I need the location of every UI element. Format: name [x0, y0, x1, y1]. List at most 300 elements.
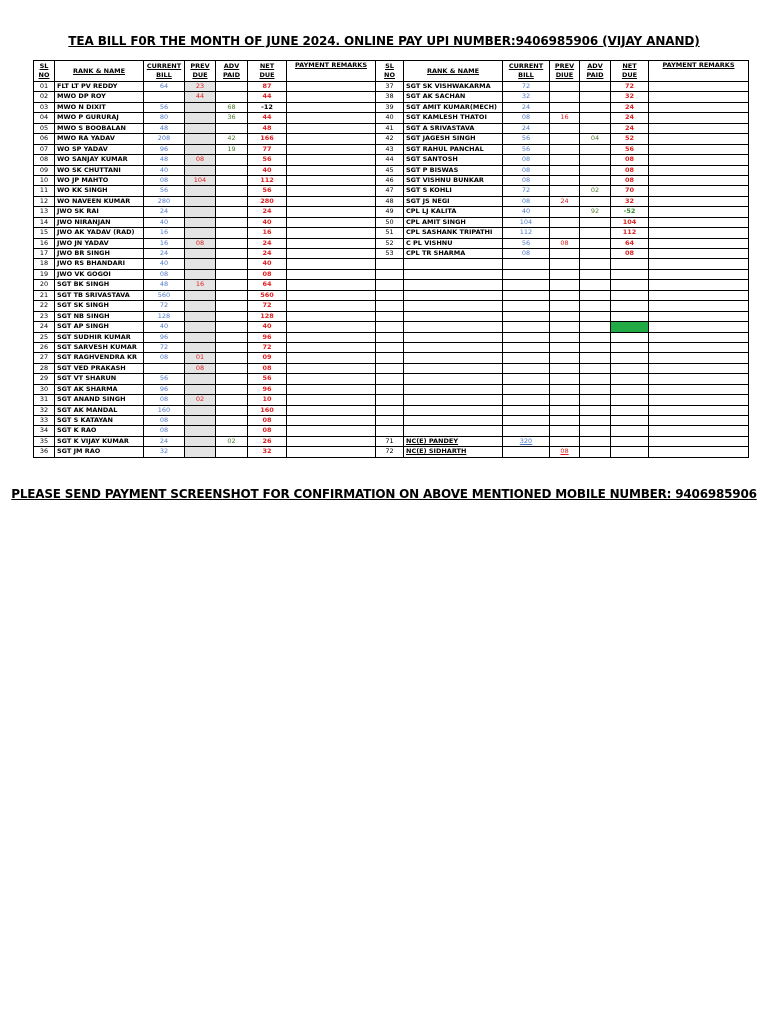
- name-cell: JWO NIRANJAN: [55, 217, 144, 227]
- sl-cell: 10: [34, 175, 55, 185]
- sl-cell: [376, 280, 404, 290]
- net-due-cell: 160: [248, 405, 287, 415]
- net-due-cell: [611, 332, 649, 342]
- sl-cell: 38: [376, 92, 404, 102]
- current-bill-cell: 560: [144, 290, 185, 300]
- payment-remarks-cell: [649, 165, 749, 175]
- sl-cell: [376, 322, 404, 332]
- payment-remarks-cell: [287, 353, 376, 363]
- sl-cell: 26: [34, 342, 55, 352]
- current-bill-cell: 48: [144, 280, 185, 290]
- adv-paid-cell: [216, 82, 248, 92]
- current-bill-cell: 48: [144, 123, 185, 133]
- payment-remarks-cell: [287, 113, 376, 123]
- sl-cell: 17: [34, 249, 55, 259]
- adv-paid-cell: [580, 144, 611, 154]
- current-bill-cell: [503, 405, 550, 415]
- payment-remarks-cell: [649, 416, 749, 426]
- table-row: [34, 217, 749, 227]
- net-due-cell: 08: [611, 165, 649, 175]
- payment-remarks-cell: [287, 249, 376, 259]
- current-bill-cell: 104: [503, 217, 550, 227]
- current-bill-cell: 56: [144, 102, 185, 112]
- current-bill-cell: 32: [503, 92, 550, 102]
- current-bill-cell: 72: [144, 301, 185, 311]
- sl-cell: 39: [376, 102, 404, 112]
- adv-paid-cell: [580, 92, 611, 102]
- net-due-cell: [611, 395, 649, 405]
- adv-paid-cell: [216, 217, 248, 227]
- payment-remarks-cell: [649, 92, 749, 102]
- sl-cell: 43: [376, 144, 404, 154]
- net-due-cell: [611, 374, 649, 384]
- current-bill-cell: [144, 92, 185, 102]
- adv-paid-cell: [580, 301, 611, 311]
- name-cell: SGT SARVESH KUMAR: [55, 342, 144, 352]
- adv-paid-cell: [580, 290, 611, 300]
- name-cell: SGT SUDHIR KUMAR: [55, 332, 144, 342]
- payment-remarks-cell: [649, 269, 749, 279]
- current-bill-cell: 56: [503, 134, 550, 144]
- payment-remarks-cell: [287, 175, 376, 185]
- payment-remarks-cell: [649, 447, 749, 457]
- prev-due-cell: [550, 175, 580, 185]
- sl-cell: 25: [34, 332, 55, 342]
- adv-paid-cell: [580, 426, 611, 436]
- net-due-cell: [611, 363, 649, 373]
- net-due-cell: [611, 290, 649, 300]
- net-due-cell: 40: [248, 322, 287, 332]
- adv-paid-cell: [216, 186, 248, 196]
- adv-paid-cell: 68: [216, 102, 248, 112]
- net-due-cell: 560: [248, 290, 287, 300]
- sl-cell: [376, 342, 404, 352]
- payment-notice: PLEASE SEND PAYMENT SCREENSHOT FOR CONFIRMATION ON ABOVE MENTIONED MOBILE NUMBER: 9406985906: [11, 487, 757, 501]
- sl-cell: 12: [34, 196, 55, 206]
- name-cell: CPL TR SHARMA: [404, 249, 503, 259]
- payment-remarks-cell: [287, 332, 376, 342]
- adv-paid-cell: [580, 447, 611, 457]
- prev-due-cell: [550, 228, 580, 238]
- name-cell: SGT A SRIVASTAVA: [404, 123, 503, 133]
- name-cell: [404, 395, 503, 405]
- prev-due-cell: [550, 332, 580, 342]
- adv-paid-cell: [580, 249, 611, 259]
- sl-cell: 27: [34, 353, 55, 363]
- name-cell: C PL VISHNU: [404, 238, 503, 248]
- net-due-cell: [611, 311, 649, 321]
- sl-cell: [376, 301, 404, 311]
- current-bill-cell: 56: [503, 238, 550, 248]
- sl-cell: 21: [34, 290, 55, 300]
- payment-remarks-cell: [649, 155, 749, 165]
- sl-cell: 52: [376, 238, 404, 248]
- table-row: [34, 144, 749, 154]
- table-row: [34, 311, 749, 321]
- current-bill-cell: 08: [144, 416, 185, 426]
- prev-due-cell: 104: [185, 175, 216, 185]
- net-due-cell: 44: [248, 113, 287, 123]
- header-sl-right: SL NO: [376, 61, 404, 82]
- payment-remarks-cell: [287, 416, 376, 426]
- net-due-cell: 40: [248, 165, 287, 175]
- prev-due-cell: [185, 405, 216, 415]
- header-name: RANK & NAME: [55, 61, 144, 82]
- sl-cell: 04: [34, 113, 55, 123]
- name-cell: [404, 290, 503, 300]
- adv-paid-cell: [216, 301, 248, 311]
- current-bill-cell: 56: [503, 144, 550, 154]
- current-bill-cell: 56: [144, 186, 185, 196]
- current-bill-cell: [503, 416, 550, 426]
- payment-remarks-cell: [649, 374, 749, 384]
- adv-paid-cell: 19: [216, 144, 248, 154]
- adv-paid-cell: [580, 322, 611, 332]
- payment-remarks-cell: [649, 82, 749, 92]
- current-bill-cell: [503, 332, 550, 342]
- prev-due-cell: 16: [185, 280, 216, 290]
- header-prev-due: PREV DUE: [185, 61, 216, 82]
- current-bill-cell: 08: [503, 196, 550, 206]
- prev-due-cell: [550, 134, 580, 144]
- payment-remarks-cell: [287, 342, 376, 352]
- payment-remarks-cell: [287, 238, 376, 248]
- table-row: [34, 332, 749, 342]
- adv-paid-cell: [580, 332, 611, 342]
- name-cell: SGT K RAO: [55, 426, 144, 436]
- prev-due-cell: [185, 102, 216, 112]
- net-due-cell: 87: [248, 82, 287, 92]
- name-cell: JWO JN YADAV: [55, 238, 144, 248]
- current-bill-cell: [503, 395, 550, 405]
- page-title: TEA BILL F0R THE MONTH OF JUNE 2024. ONLINE PAY UPI NUMBER:9406985906 (VIJAY ANAND): [68, 34, 700, 48]
- adv-paid-cell: [580, 165, 611, 175]
- adv-paid-cell: [580, 228, 611, 238]
- prev-due-cell: 16: [550, 113, 580, 123]
- current-bill-cell: [503, 301, 550, 311]
- sl-cell: 24: [34, 322, 55, 332]
- payment-remarks-cell: [287, 259, 376, 269]
- prev-due-cell: 02: [185, 395, 216, 405]
- current-bill-cell: [503, 374, 550, 384]
- current-bill-cell: 112: [503, 228, 550, 238]
- current-bill-cell: 16: [144, 228, 185, 238]
- current-bill-cell: 24: [503, 102, 550, 112]
- adv-paid-cell: [216, 353, 248, 363]
- net-due-cell: 40: [248, 259, 287, 269]
- current-bill-cell: 160: [144, 405, 185, 415]
- payment-remarks-cell: [287, 228, 376, 238]
- table-row: [34, 447, 749, 457]
- adv-paid-cell: [216, 332, 248, 342]
- adv-paid-cell: [580, 436, 611, 446]
- name-cell: SGT K VIJAY KUMAR: [55, 436, 144, 446]
- prev-due-cell: [550, 322, 580, 332]
- payment-remarks-cell: [287, 165, 376, 175]
- sl-cell: [376, 416, 404, 426]
- adv-paid-cell: [580, 280, 611, 290]
- name-cell: WO SP YADAV: [55, 144, 144, 154]
- table-row: [34, 259, 749, 269]
- name-cell: WO SANJAY KUMAR: [55, 155, 144, 165]
- sl-cell: [376, 384, 404, 394]
- adv-paid-cell: [580, 102, 611, 112]
- payment-remarks-cell: [649, 301, 749, 311]
- sl-cell: 53: [376, 249, 404, 259]
- sl-cell: [376, 405, 404, 415]
- name-cell: [404, 363, 503, 373]
- prev-due-cell: [185, 384, 216, 394]
- current-bill-cell: 96: [144, 332, 185, 342]
- prev-due-cell: [185, 123, 216, 133]
- name-cell: SGT KAMLESH THATOI: [404, 113, 503, 123]
- sl-cell: 47: [376, 186, 404, 196]
- name-cell: SGT AP SINGH: [55, 322, 144, 332]
- current-bill-cell: 32: [144, 447, 185, 457]
- payment-remarks-cell: [649, 102, 749, 112]
- adv-paid-cell: [216, 311, 248, 321]
- net-due-cell: 56: [248, 186, 287, 196]
- payment-remarks-cell: [649, 353, 749, 363]
- current-bill-cell: 08: [144, 175, 185, 185]
- current-bill-cell: 72: [503, 186, 550, 196]
- net-due-cell: 24: [248, 207, 287, 217]
- net-due-cell: 96: [248, 384, 287, 394]
- adv-paid-cell: [216, 374, 248, 384]
- net-due-cell: -12: [248, 102, 287, 112]
- payment-remarks-cell: [287, 269, 376, 279]
- sl-cell: 49: [376, 207, 404, 217]
- current-bill-cell: [503, 363, 550, 373]
- prev-due-cell: [185, 426, 216, 436]
- sl-cell: 40: [376, 113, 404, 123]
- sl-cell: [376, 290, 404, 300]
- net-due-cell: 77: [248, 144, 287, 154]
- payment-remarks-cell: [649, 123, 749, 133]
- name-cell: SGT VED PRAKASH: [55, 363, 144, 373]
- sl-cell: [376, 269, 404, 279]
- sl-cell: [376, 311, 404, 321]
- adv-paid-cell: [580, 353, 611, 363]
- current-bill-cell: 40: [144, 259, 185, 269]
- sl-cell: 37: [376, 82, 404, 92]
- table-row: [34, 269, 749, 279]
- payment-remarks-cell: [287, 196, 376, 206]
- adv-paid-cell: [580, 217, 611, 227]
- name-cell: WO SK CHUTTANI: [55, 165, 144, 175]
- adv-paid-cell: [216, 123, 248, 133]
- payment-remarks-cell: [649, 249, 749, 259]
- sl-cell: 07: [34, 144, 55, 154]
- net-due-cell: 24: [611, 102, 649, 112]
- name-cell: SGT ANAND SINGH: [55, 395, 144, 405]
- net-due-cell: 56: [248, 155, 287, 165]
- sl-cell: 20: [34, 280, 55, 290]
- net-due-cell: 72: [248, 342, 287, 352]
- sl-cell: [376, 395, 404, 405]
- sl-cell: 32: [34, 405, 55, 415]
- payment-remarks-cell: [649, 228, 749, 238]
- name-cell: WO KK SINGH: [55, 186, 144, 196]
- net-due-cell: 112: [248, 175, 287, 185]
- header-name-right: RANK & NAME: [404, 61, 503, 82]
- net-due-cell: 24: [611, 113, 649, 123]
- adv-paid-cell: [580, 82, 611, 92]
- prev-due-cell: [550, 405, 580, 415]
- prev-due-cell: 44: [185, 92, 216, 102]
- header-current-bill: CURRENT BILL: [144, 61, 185, 82]
- name-cell: SGT P BISWAS: [404, 165, 503, 175]
- prev-due-cell: [185, 436, 216, 446]
- sl-cell: 72: [376, 447, 404, 457]
- payment-remarks-cell: [287, 186, 376, 196]
- payment-remarks-cell: [649, 384, 749, 394]
- payment-remarks-cell: [649, 238, 749, 248]
- name-cell: MWO DP ROY: [55, 92, 144, 102]
- sl-cell: 18: [34, 259, 55, 269]
- prev-due-cell: [550, 280, 580, 290]
- payment-remarks-cell: [287, 405, 376, 415]
- adv-paid-cell: [580, 342, 611, 352]
- name-cell: [404, 426, 503, 436]
- net-due-cell: 08: [248, 416, 287, 426]
- name-cell: SGT AMIT KUMAR(MECH): [404, 102, 503, 112]
- name-cell: WO JP MAHTO: [55, 175, 144, 185]
- adv-paid-cell: [216, 259, 248, 269]
- net-due-cell: [611, 436, 649, 446]
- sl-cell: 03: [34, 102, 55, 112]
- sl-cell: 71: [376, 436, 404, 446]
- current-bill-cell: 208: [144, 134, 185, 144]
- payment-remarks-cell: [649, 363, 749, 373]
- header-payment-remarks-right: PAYMENT REMARKS: [649, 61, 749, 82]
- payment-remarks-cell: [649, 207, 749, 217]
- prev-due-cell: [550, 436, 580, 446]
- header-sl: SL NO: [34, 61, 55, 82]
- payment-remarks-cell: [649, 113, 749, 123]
- current-bill-cell: 64: [144, 82, 185, 92]
- net-due-cell: [611, 447, 649, 457]
- payment-remarks-cell: [649, 217, 749, 227]
- sl-cell: 08: [34, 155, 55, 165]
- adv-paid-cell: [216, 196, 248, 206]
- sl-cell: 42: [376, 134, 404, 144]
- current-bill-cell: 16: [144, 238, 185, 248]
- payment-remarks-cell: [287, 384, 376, 394]
- adv-paid-cell: [216, 290, 248, 300]
- table-row: [34, 165, 749, 175]
- prev-due-cell: [550, 155, 580, 165]
- current-bill-cell: 320: [503, 436, 550, 446]
- adv-paid-cell: [580, 196, 611, 206]
- name-cell: SGT JAGESH SINGH: [404, 134, 503, 144]
- net-due-cell: 26: [248, 436, 287, 446]
- net-due-cell: 08: [611, 249, 649, 259]
- payment-remarks-cell: [649, 134, 749, 144]
- name-cell: SGT S KOHLI: [404, 186, 503, 196]
- adv-paid-cell: 92: [580, 207, 611, 217]
- net-due-cell: 56: [611, 144, 649, 154]
- adv-paid-cell: [216, 395, 248, 405]
- net-due-cell: 32: [611, 196, 649, 206]
- name-cell: [404, 280, 503, 290]
- sl-cell: 46: [376, 175, 404, 185]
- net-due-cell: [611, 342, 649, 352]
- sl-cell: 14: [34, 217, 55, 227]
- current-bill-cell: 56: [144, 374, 185, 384]
- table-row: [34, 405, 749, 415]
- sl-cell: 33: [34, 416, 55, 426]
- adv-paid-cell: [216, 238, 248, 248]
- current-bill-cell: [503, 322, 550, 332]
- current-bill-cell: [144, 363, 185, 373]
- table-row: [34, 113, 749, 123]
- name-cell: FLT LT PV REDDY: [55, 82, 144, 92]
- current-bill-cell: 80: [144, 113, 185, 123]
- current-bill-cell: 08: [144, 269, 185, 279]
- current-bill-cell: [503, 280, 550, 290]
- prev-due-cell: [550, 395, 580, 405]
- net-due-cell: 96: [248, 332, 287, 342]
- name-cell: SGT JM RAO: [55, 447, 144, 457]
- adv-paid-cell: [580, 238, 611, 248]
- table-row: [34, 426, 749, 436]
- adv-paid-cell: 02: [580, 186, 611, 196]
- name-cell: [404, 269, 503, 279]
- prev-due-cell: [550, 144, 580, 154]
- net-due-cell: 70: [611, 186, 649, 196]
- net-due-cell: 280: [248, 196, 287, 206]
- prev-due-cell: [550, 353, 580, 363]
- prev-due-cell: [185, 342, 216, 352]
- prev-due-cell: 08: [550, 447, 580, 457]
- payment-remarks-cell: [287, 280, 376, 290]
- prev-due-cell: [185, 374, 216, 384]
- sl-cell: 01: [34, 82, 55, 92]
- name-cell: JWO RS BHANDARI: [55, 259, 144, 269]
- prev-due-cell: [550, 186, 580, 196]
- current-bill-cell: 48: [144, 155, 185, 165]
- sl-cell: 45: [376, 165, 404, 175]
- sl-cell: 29: [34, 374, 55, 384]
- sl-cell: 41: [376, 123, 404, 133]
- table-row: [34, 123, 749, 133]
- prev-due-cell: [185, 311, 216, 321]
- net-due-cell: 08: [611, 155, 649, 165]
- net-due-cell: 56: [248, 374, 287, 384]
- net-due-cell: 72: [248, 301, 287, 311]
- name-cell: NC(E) SIDHARTH: [404, 447, 503, 457]
- prev-due-cell: [550, 269, 580, 279]
- name-cell: SGT RAGHVENDRA KR: [55, 353, 144, 363]
- table-row: [34, 238, 749, 248]
- table-row: [34, 290, 749, 300]
- name-cell: [404, 259, 503, 269]
- header-adv-paid-right: ADV PAID: [580, 61, 611, 82]
- adv-paid-cell: [216, 384, 248, 394]
- prev-due-cell: [185, 322, 216, 332]
- prev-due-cell: [550, 82, 580, 92]
- net-due-cell: 08: [611, 175, 649, 185]
- name-cell: SGT AK SACHAN: [404, 92, 503, 102]
- prev-due-cell: [550, 102, 580, 112]
- prev-due-cell: [550, 311, 580, 321]
- prev-due-cell: 08: [185, 363, 216, 373]
- sl-cell: 09: [34, 165, 55, 175]
- name-cell: SGT AK MANDAL: [55, 405, 144, 415]
- payment-remarks-cell: [287, 102, 376, 112]
- sl-cell: 48: [376, 196, 404, 206]
